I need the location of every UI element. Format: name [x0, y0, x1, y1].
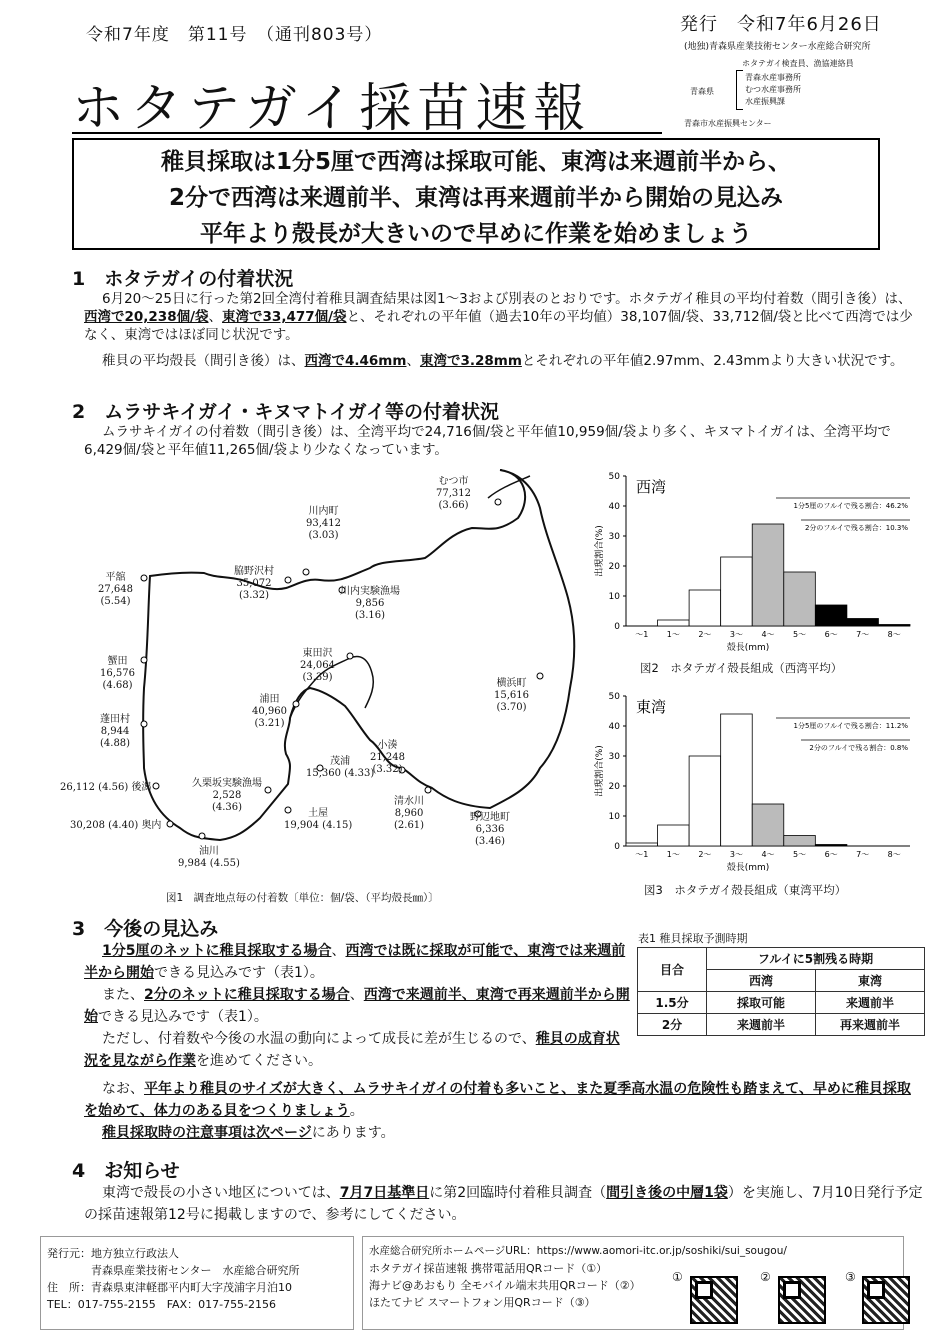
- x-tick-label: 6～: [824, 850, 838, 859]
- bar: [689, 590, 721, 626]
- map-site: 平舘 27,648 (5.54): [98, 572, 133, 607]
- y-tick-label: 40: [608, 722, 620, 732]
- site-marker: [537, 673, 543, 679]
- footer-line: 住 所：青森県東津軽郡平内町大字茂浦字月泊10: [47, 1281, 292, 1294]
- x-tick-label: 3～: [729, 630, 743, 639]
- y-tick-label: 50: [608, 472, 620, 482]
- text: 1分5厘のネットに稚貝採取する場合: [102, 943, 332, 959]
- text: 、: [331, 943, 346, 959]
- text: に第2回臨時付着稚貝調査（: [429, 1185, 607, 1201]
- issue-date: 発行 令和7年6月26日: [680, 14, 882, 35]
- bar: [658, 825, 690, 846]
- publisher-pref-label: 青森県: [690, 87, 714, 96]
- chart-east: [588, 688, 928, 888]
- x-tick-label: 1～: [666, 850, 680, 859]
- chart-west-caption: 図2 ホタテガイ殻長組成（西湾平均）: [640, 661, 843, 675]
- section1-para2: [84, 352, 924, 370]
- site-marker: [141, 721, 147, 727]
- x-tick-label: 7～: [856, 850, 870, 859]
- east-size: 東湾で3.28mm: [419, 353, 522, 369]
- bar: [626, 843, 658, 846]
- qr-code-icon[interactable]: [862, 1276, 910, 1324]
- page-title: ホタテガイ採苗速報: [72, 79, 592, 139]
- map-site: 土屋 19,904 (4.15): [284, 808, 353, 831]
- text: なお、: [102, 1081, 144, 1097]
- section3-body: [84, 940, 630, 1072]
- homepage-url[interactable]: 水産総合研究所ホームページURL：https://www.aomori-itc.or.jp/soshiki/sui_sougou/: [369, 1245, 787, 1257]
- bar: [847, 619, 879, 627]
- footer-line: ほたてナビ スマートフォン用QRコード（③）: [369, 1296, 596, 1309]
- text: 平年より稚貝のサイズが大きく、ムラサキイガイの付着も多いこと、また夏季高水温の危険性も踏まえて、早めに稚貝採取を始めて、体力のある貝をつくりましょう: [84, 1081, 911, 1119]
- text: と、それぞれの平年値（過去10年の平均値）38,107個/袋、33,712個/袋と比べて西湾では少なく、東湾ではほぼ同じ状況です。: [84, 309, 913, 343]
- prediction-table: [637, 947, 925, 1036]
- map-site: 東田沢 24,064 (3.39): [300, 648, 335, 683]
- text: 。: [349, 1103, 364, 1119]
- table-cell: 再来週前半: [816, 1014, 925, 1036]
- x-tick-label: 1～: [666, 630, 680, 639]
- qr-label: ③: [845, 1270, 856, 1284]
- y-tick-label: 0: [614, 842, 620, 852]
- text: 稚貝の平均殻長（間引き後）は、: [102, 353, 305, 369]
- text: ただし、付着数や今後の水温の動向によって成長に差が生じるので、: [102, 1031, 536, 1047]
- publisher-sub: ホタテガイ検査員、漁協連絡員: [742, 59, 854, 68]
- map-site: むつ市 77,312 (3.66): [436, 476, 471, 511]
- site-marker: [303, 569, 309, 575]
- site-marker: [199, 833, 205, 839]
- footer-line: TEL：017-755-2155 FAX：017-755-2156: [47, 1298, 277, 1311]
- west-count: 西湾で20,238個/袋: [84, 309, 209, 325]
- section1-para1: [84, 290, 924, 344]
- map-site: 26,112 (4.56) 後潟: [60, 782, 152, 793]
- table-cell: 来週前半: [707, 1014, 816, 1036]
- section4-title: 4 お知らせ: [72, 1160, 180, 1182]
- map-site: 川内町 93,412 (3.03): [306, 506, 341, 541]
- y-tick-label: 0: [614, 622, 620, 632]
- table-cell: 採取可能: [707, 992, 816, 1014]
- map-site: 油川 9,984 (4.55): [178, 846, 240, 869]
- table-header: 目合: [638, 948, 707, 992]
- text: 、: [349, 987, 364, 1003]
- chart-east-caption: 図3 ホタテガイ殻長組成（東湾平均）: [644, 883, 847, 897]
- west-size: 西湾で4.46mm: [304, 353, 407, 369]
- chart-title: 西湾: [636, 478, 667, 496]
- site-marker: [265, 787, 271, 793]
- x-tick-label: 3～: [729, 850, 743, 859]
- bar: [784, 836, 816, 847]
- map-site: 久栗坂実験漁場 2,528 (4.36): [192, 778, 262, 813]
- x-tick-label: 8～: [887, 850, 901, 859]
- text: 7月7日基準日: [339, 1185, 430, 1201]
- table-row: [638, 992, 925, 1014]
- publisher-bracket: [736, 70, 743, 110]
- y-axis-label: 出現割合(%): [595, 525, 605, 577]
- bar: [815, 845, 847, 847]
- text: を進めてください。: [196, 1053, 322, 1069]
- text: 東湾で殻長の小さい地区については、: [102, 1185, 340, 1201]
- map-site: 清水川 8,960 (2.61): [394, 796, 425, 831]
- section3-title: 3 今後の見込み: [72, 918, 219, 940]
- text: ）を実施し、7月10日発行予定の採苗速報第12号に掲載しますので、参考にしてください。: [84, 1185, 923, 1223]
- table-header: 西湾: [707, 970, 816, 992]
- issue-number: 令和7年度 第11号 （通刊803号）: [86, 25, 383, 45]
- text: 、: [208, 309, 223, 325]
- y-tick-label: 40: [608, 502, 620, 512]
- x-tick-label: 8～: [887, 630, 901, 639]
- headline-line: 稚貝採取は1分5厘で西湾は採取可能、東湾は来週前半から、: [160, 149, 791, 175]
- chart-west: [588, 468, 928, 668]
- annotation: 2分のフルイで残る割合：0.8%: [809, 744, 908, 752]
- map-site: 30,208 (4.40) 奥内: [70, 820, 162, 831]
- x-tick-label: 2～: [698, 630, 712, 639]
- site-marker: [141, 575, 147, 581]
- table-header: フルイに5割残る時期: [707, 948, 925, 970]
- qr-label: ②: [760, 1270, 771, 1284]
- text: できる見込みです（表1）。: [98, 1009, 268, 1025]
- bar: [815, 605, 847, 626]
- text: 西湾で来週前半、東湾で再来週前半から開始: [84, 987, 630, 1025]
- text: 2分のネットに稚貝採取する場合: [144, 987, 350, 1003]
- headline-box: [72, 138, 880, 250]
- y-tick-label: 30: [608, 532, 620, 542]
- bar: [721, 714, 753, 846]
- map-site: 茂浦 15,360 (4.33): [306, 756, 375, 779]
- site-marker: [141, 657, 147, 663]
- publisher-pref-item: 水産振興課: [745, 97, 785, 106]
- title-underline: [72, 132, 662, 134]
- table-row: [638, 1014, 925, 1036]
- y-tick-label: 10: [608, 592, 620, 602]
- annotation: 2分のフルイで残る割合：10.3%: [804, 524, 908, 532]
- site-marker: [293, 701, 299, 707]
- text: 6月20～25日に行った第2回全湾付着稚貝調査結果は図1～3および別表のとおりです。ホタテガイ稚貝の平均付着数（間引き後）は、: [102, 291, 912, 307]
- text: 西湾では既に採取が可能で、東湾では来週前半から開始: [84, 943, 626, 981]
- y-tick-label: 10: [608, 812, 620, 822]
- bar: [658, 620, 690, 626]
- footer-line: ホタテガイ採苗速報 携帯電話用QRコード（①）: [369, 1262, 608, 1275]
- footer-line: 青森県産業技術センター 水産総合研究所: [47, 1264, 300, 1277]
- annotation: 1分5厘のフルイで残る割合：46.2%: [793, 502, 908, 510]
- y-tick-label: 20: [608, 562, 620, 572]
- headline-line: 平年より殻長が大きいので早めに作業を始めましょう: [200, 221, 752, 247]
- text: また、: [102, 987, 144, 1003]
- publisher-city: 青森市水産振興センター: [684, 119, 772, 128]
- bar: [721, 557, 753, 626]
- bar: [878, 625, 910, 627]
- footer-line: 発行元：地方独立行政法人: [47, 1247, 179, 1260]
- text: 稚貝の成育状況を見ながら作業: [84, 1031, 620, 1069]
- y-tick-label: 30: [608, 752, 620, 762]
- section2-para: ムラサキイガイの付着数（間引き後）は、全湾平均で24,716個/袋と平年値10,959個/袋より多く、キヌマトイガイは、全湾平均で6,429個/袋と平年値11,265個/袋より少なくなっています。: [84, 424, 891, 458]
- site-marker: [167, 821, 173, 827]
- x-tick-label: 2～: [698, 850, 712, 859]
- qr-code-icon[interactable]: [690, 1276, 738, 1324]
- map-site: 横浜町 15,616 (3.70): [494, 678, 529, 713]
- chart-title: 東湾: [636, 698, 667, 716]
- text: 間引き後の中層1袋: [606, 1185, 728, 1201]
- map-site: 川内実験漁場 9,856 (3.16): [340, 586, 400, 621]
- bar: [784, 572, 816, 626]
- site-marker: [425, 787, 431, 793]
- table-caption: 表1 稚貝採取予測時期: [638, 932, 748, 945]
- footer-contact: [40, 1236, 354, 1330]
- map-site: 野辺地町 6,336 (3.46): [470, 812, 510, 847]
- bar: [752, 524, 784, 626]
- x-tick-label: 6～: [824, 630, 838, 639]
- footer-line: 海ナビ@あおもり 全モバイル端末共用QRコード（②）: [369, 1279, 641, 1292]
- section4-body: [84, 1182, 924, 1226]
- publisher-pref-item: むつ水産事務所: [745, 85, 801, 94]
- x-tick-label: ～1: [635, 630, 649, 639]
- section2-title: 2 ムラサキイガイ・キヌマトイガイ等の付着状況: [72, 401, 500, 423]
- section3-body2: [84, 1078, 924, 1144]
- bar: [752, 804, 784, 846]
- headline-line: 2分で西湾は来週前半、東湾は再来週前半から開始の見込み: [168, 185, 783, 211]
- table-cell: 来週前半: [816, 992, 925, 1014]
- map-caption: 図1 調査地点毎の付着数〔単位：個/袋、（平均殻長㎜）〕: [166, 892, 439, 904]
- table-cell: 1.5分: [638, 992, 707, 1014]
- x-tick-label: 4～: [761, 630, 775, 639]
- map-site: 蓬田村 8,944 (4.88): [100, 714, 131, 749]
- x-axis-label: 殻長(mm): [726, 643, 770, 653]
- site-marker: [347, 653, 353, 659]
- table-cell: 2分: [638, 1014, 707, 1036]
- map-site: 蟹田 16,576 (4.68): [100, 656, 135, 691]
- section1-title: 1 ホタテガイの付着状況: [72, 268, 294, 290]
- site-marker: [153, 783, 159, 789]
- qr-code-icon[interactable]: [778, 1276, 826, 1324]
- text: できる見込みです（表1）。: [154, 965, 324, 981]
- y-tick-label: 50: [608, 692, 620, 702]
- site-marker: [495, 499, 501, 505]
- bar: [689, 756, 721, 846]
- x-axis-label: 殻長(mm): [726, 863, 770, 873]
- site-marker: [285, 577, 291, 583]
- table-header: 東湾: [816, 970, 925, 992]
- text: にあります。: [311, 1125, 395, 1141]
- text: とそれぞれの平年値2.97mm、2.43mmより大きい状況です。: [521, 353, 904, 369]
- annotation: 1分5厘のフルイで残る割合：11.2%: [793, 722, 908, 730]
- map-site: 脇野沢村 35,072 (3.32): [234, 566, 274, 601]
- publisher-pref-item: 青森水産事務所: [745, 73, 801, 82]
- x-tick-label: 4～: [761, 850, 775, 859]
- x-tick-label: 5～: [793, 850, 807, 859]
- qr-label: ①: [672, 1270, 683, 1284]
- x-tick-label: 7～: [856, 630, 870, 639]
- east-count: 東湾で33,477個/袋: [222, 309, 347, 325]
- x-tick-label: ～1: [635, 850, 649, 859]
- y-tick-label: 20: [608, 782, 620, 792]
- publisher-top: (地独)青森県産業技術センター水産総合研究所: [684, 42, 871, 52]
- text: 、: [406, 353, 420, 369]
- y-axis-label: 出現割合(%): [595, 745, 605, 797]
- x-tick-label: 5～: [793, 630, 807, 639]
- text: 稚貝採取時の注意事項は次ページ: [102, 1125, 312, 1141]
- map-site: 小湊 21,248 (3.32): [370, 740, 405, 775]
- map-site: 浦田 40,960 (3.21): [252, 694, 287, 729]
